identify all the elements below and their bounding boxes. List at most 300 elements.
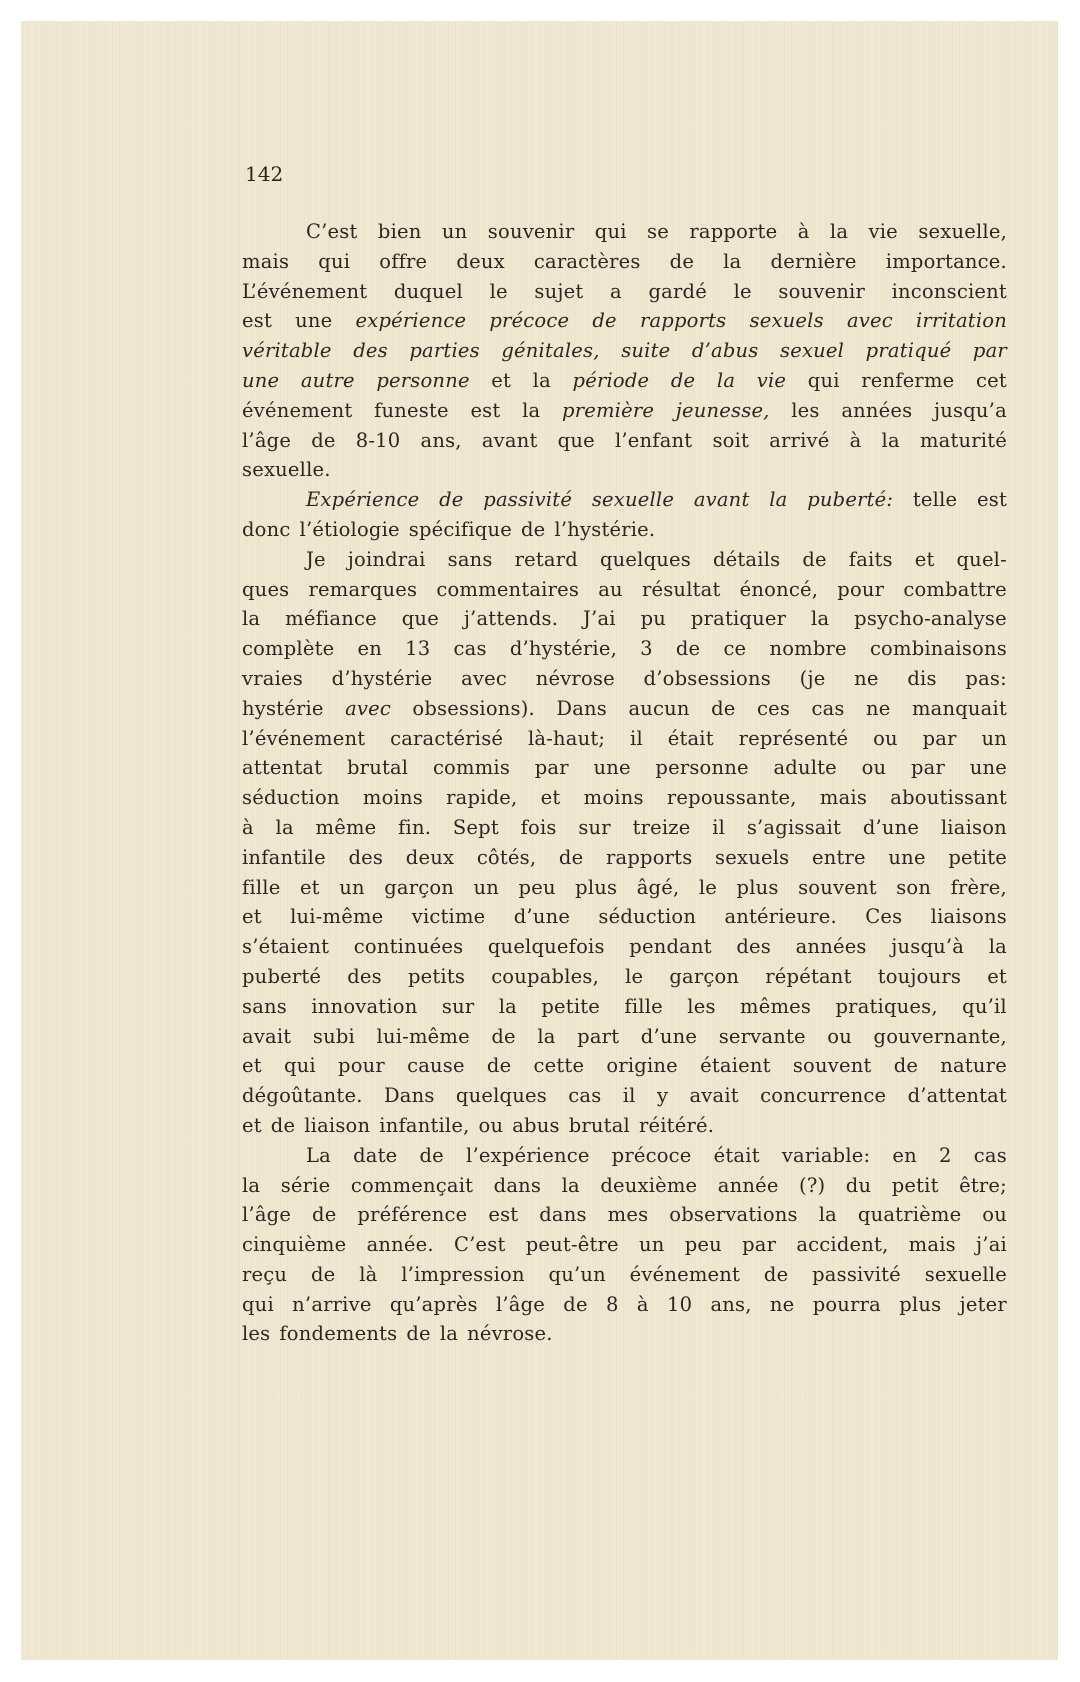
word: âgé, xyxy=(636,875,680,899)
word: sur xyxy=(441,994,475,1018)
word: variable: xyxy=(781,1143,871,1167)
word: ne xyxy=(854,666,879,690)
word: jeter xyxy=(959,1292,1007,1316)
word: donc xyxy=(242,517,291,541)
word: pour xyxy=(338,1054,385,1078)
word: s’agissait xyxy=(746,815,842,839)
text-line xyxy=(242,753,1007,783)
word: un xyxy=(638,1233,665,1257)
word: offre xyxy=(379,249,428,273)
word: j’ai xyxy=(976,1233,1007,1257)
word: date xyxy=(353,1143,398,1167)
italic-word: pratiqué xyxy=(865,339,952,363)
word: ce xyxy=(723,637,747,661)
word: la xyxy=(439,1322,459,1346)
word: pourra xyxy=(812,1292,881,1316)
word: rapide, xyxy=(446,786,518,810)
italic-word: de xyxy=(439,488,464,512)
word: infantile, xyxy=(379,1113,470,1137)
word: de xyxy=(520,517,546,541)
word: peu xyxy=(684,1233,722,1257)
text-line xyxy=(242,813,1007,843)
word: par xyxy=(534,756,569,780)
word: ou xyxy=(873,726,898,750)
word: est xyxy=(242,309,272,333)
word: ne xyxy=(866,696,891,720)
text-line xyxy=(242,306,1007,336)
page-number: 142 xyxy=(245,162,284,186)
word: continuées xyxy=(353,935,464,959)
word: un xyxy=(441,220,468,243)
word: y xyxy=(656,1084,669,1108)
word: garçon xyxy=(669,964,740,988)
word: sexuels xyxy=(715,845,790,869)
word: inconscient xyxy=(891,279,1007,303)
italic-word: par xyxy=(972,339,1007,363)
word: commençait xyxy=(350,1173,474,1197)
word: rapports xyxy=(605,845,693,869)
word: la xyxy=(818,1203,837,1227)
word: repoussante, xyxy=(666,786,797,810)
text-line xyxy=(242,455,1007,485)
word: commis xyxy=(432,756,511,780)
word: résultat xyxy=(641,577,721,601)
word: qu’après xyxy=(389,1292,478,1316)
word: de xyxy=(763,1262,789,1286)
text-line xyxy=(242,1111,1007,1141)
italic-word: de xyxy=(592,309,617,333)
word: par xyxy=(922,726,957,750)
word: la xyxy=(988,935,1007,959)
word: cause xyxy=(407,1054,465,1078)
word: d’une xyxy=(640,1024,698,1048)
italic-word: expérience xyxy=(355,309,467,333)
word: lui-même xyxy=(290,905,384,929)
word: liaison xyxy=(940,815,1007,839)
word: brutal xyxy=(346,756,409,780)
word: caractérisé xyxy=(390,726,504,750)
word: une xyxy=(888,845,926,869)
word: petite xyxy=(541,994,601,1018)
word: années xyxy=(841,398,913,422)
text-line xyxy=(242,724,1007,754)
word: année xyxy=(717,1173,779,1197)
text-line xyxy=(242,664,1007,694)
text-line xyxy=(242,545,1007,575)
word: soit xyxy=(712,428,750,452)
word: duquel xyxy=(393,279,463,303)
word: bien xyxy=(377,220,422,243)
word: dis xyxy=(907,666,937,690)
italic-word: rapports xyxy=(639,309,727,333)
word: la xyxy=(537,1024,556,1048)
text-line xyxy=(242,1171,1007,1201)
word: il xyxy=(712,815,726,839)
italic-word: la xyxy=(716,368,736,392)
word: servante xyxy=(718,1024,806,1048)
word: et xyxy=(540,786,561,810)
word: C’est xyxy=(454,1233,506,1257)
word: funeste xyxy=(374,398,449,422)
text-line xyxy=(242,1230,1007,1260)
word: des xyxy=(347,964,382,988)
word: du xyxy=(845,1173,872,1197)
italic-word: irritation xyxy=(916,309,1007,333)
word: dans xyxy=(539,1203,587,1227)
word: peu xyxy=(518,875,556,899)
word: personne xyxy=(655,756,749,780)
text-line xyxy=(242,604,1007,634)
word: est xyxy=(488,1203,519,1227)
word: l’enfant xyxy=(614,428,693,452)
word: ques xyxy=(242,577,290,601)
word: de xyxy=(558,845,584,869)
word: sujet xyxy=(534,279,584,303)
word: avant xyxy=(481,428,538,452)
italic-word: puberté: xyxy=(807,488,894,512)
text-line xyxy=(242,1022,1007,1052)
word: importance. xyxy=(885,249,1007,273)
word: reçu xyxy=(242,1262,288,1286)
word: Ces xyxy=(865,905,903,929)
word: nature xyxy=(940,1054,1007,1078)
word: abus xyxy=(512,1113,560,1137)
word: J’ai xyxy=(583,607,616,631)
word: telle xyxy=(912,488,958,512)
italic-word: sexuelle xyxy=(591,488,675,512)
italic-word: parties xyxy=(409,339,480,363)
word: la xyxy=(498,994,517,1018)
word: que xyxy=(401,607,439,631)
body-text xyxy=(242,217,1007,1349)
word: puberté xyxy=(242,964,322,988)
word: qui xyxy=(318,249,351,273)
word: entre xyxy=(811,845,866,869)
book-page xyxy=(21,21,1058,1660)
word: cet xyxy=(975,368,1007,392)
word: année. xyxy=(366,1233,434,1257)
word: la xyxy=(811,607,830,631)
word: obsessions). xyxy=(412,696,535,720)
word: de xyxy=(675,637,701,661)
word: de xyxy=(711,696,736,720)
word: dégoûtante. xyxy=(242,1084,363,1108)
word: ces xyxy=(756,696,791,720)
word: l’impression xyxy=(401,1262,525,1286)
word: 2 xyxy=(939,1143,952,1167)
word: qui xyxy=(283,1054,316,1078)
text-line xyxy=(242,336,1007,366)
italic-word: sexuel xyxy=(780,339,845,363)
word: pendant xyxy=(629,935,712,959)
word: (je xyxy=(799,666,826,690)
word: combattre xyxy=(903,577,1007,601)
word: garçon xyxy=(384,875,455,899)
text-line xyxy=(242,992,1007,1022)
word: sexuelle. xyxy=(242,458,331,482)
word: la xyxy=(242,1173,261,1197)
word: en xyxy=(357,637,383,661)
word: souvent xyxy=(798,875,877,899)
word: préférence xyxy=(357,1203,468,1227)
italic-word: autre xyxy=(300,368,355,392)
word: cas xyxy=(568,1084,602,1108)
word: une xyxy=(593,756,631,780)
word: événement xyxy=(629,1262,741,1286)
text-line xyxy=(242,843,1007,873)
word: jusqu’a xyxy=(934,398,1007,422)
word: quel- xyxy=(956,547,1007,571)
word: fin. xyxy=(398,815,432,839)
word: lui-même xyxy=(376,1024,470,1048)
word: à xyxy=(797,220,810,243)
word: Dans xyxy=(383,1084,435,1108)
word: qui xyxy=(242,1292,274,1316)
word: ou xyxy=(861,756,887,780)
word: quelques xyxy=(455,1084,547,1108)
word: accident, xyxy=(796,1233,889,1257)
word: et xyxy=(987,964,1007,988)
word: pratiquer xyxy=(690,607,787,631)
word: détails xyxy=(712,547,781,571)
word: victime xyxy=(411,905,486,929)
word: la xyxy=(561,1173,580,1197)
word: l’événement xyxy=(242,726,366,750)
italic-word: de xyxy=(670,368,696,392)
word: ans, xyxy=(420,428,462,452)
word: de xyxy=(311,428,336,452)
word: petite xyxy=(948,845,1007,869)
word: d’une xyxy=(862,815,920,839)
word: et xyxy=(491,368,512,392)
word: quelques xyxy=(599,547,691,571)
word: infantile xyxy=(242,845,326,869)
word: était xyxy=(713,1143,760,1167)
word: retard xyxy=(514,547,578,571)
word: plus xyxy=(736,875,779,899)
word: sans xyxy=(447,547,493,571)
word: une xyxy=(969,756,1007,780)
word: subi xyxy=(312,1024,355,1048)
word: psycho-analyse xyxy=(854,607,1007,631)
word: de xyxy=(486,1054,512,1078)
word: répétant xyxy=(765,964,852,988)
word: le xyxy=(489,279,508,303)
word: de xyxy=(419,1143,444,1167)
word: part xyxy=(577,1024,620,1048)
word: être; xyxy=(959,1173,1007,1197)
word: 3 xyxy=(640,637,653,661)
word: et xyxy=(914,547,935,571)
word: deuxième xyxy=(600,1173,698,1197)
word: de xyxy=(669,249,695,273)
word: de xyxy=(491,1024,516,1048)
word: caractères xyxy=(533,249,641,273)
word: passivité xyxy=(812,1262,901,1286)
word: en xyxy=(892,1143,917,1167)
italic-word: véritable xyxy=(242,339,332,363)
word: névrose. xyxy=(467,1322,553,1346)
word: manquait xyxy=(911,696,1007,720)
italic-word: période xyxy=(572,368,650,392)
word: qui xyxy=(807,368,840,392)
word: la xyxy=(522,398,541,422)
word: à xyxy=(849,428,862,452)
word: plus xyxy=(575,875,618,899)
text-line xyxy=(242,1319,1007,1349)
word: ou xyxy=(827,1024,852,1048)
text-line xyxy=(242,902,1007,932)
word: liaison xyxy=(304,1113,371,1137)
word: antérieure. xyxy=(724,905,837,929)
italic-word: vie xyxy=(756,368,787,392)
word: la xyxy=(881,428,900,452)
text-line xyxy=(242,1081,1007,1111)
italic-word: avec xyxy=(345,696,391,720)
word: jusqu’à xyxy=(891,935,965,959)
text-line xyxy=(242,515,1007,545)
text-line xyxy=(242,426,1007,456)
word: nombre xyxy=(769,637,847,661)
word: sans xyxy=(242,994,287,1018)
word: innovation xyxy=(311,994,418,1018)
word: qu’un xyxy=(548,1262,606,1286)
word: gouvernante, xyxy=(873,1024,1007,1048)
italic-word: avec xyxy=(846,309,893,333)
word: renferme xyxy=(861,368,955,392)
word: sur xyxy=(578,815,611,839)
word: rapporte xyxy=(689,220,778,243)
word: énoncé, xyxy=(739,577,819,601)
word: événement xyxy=(242,398,353,422)
word: par xyxy=(742,1233,777,1257)
word: côtés, xyxy=(476,845,537,869)
word: cas xyxy=(811,696,845,720)
word: fois xyxy=(520,815,557,839)
word: là xyxy=(359,1262,378,1286)
word: quelquefois xyxy=(487,935,605,959)
word: plus xyxy=(899,1292,942,1316)
word: était xyxy=(667,726,714,750)
word: et xyxy=(242,1054,262,1078)
word: vie xyxy=(868,220,898,243)
word: d’hystérie, xyxy=(509,637,617,661)
text-line xyxy=(242,634,1007,664)
word: petits xyxy=(407,964,466,988)
word: le xyxy=(625,964,644,988)
word: il xyxy=(630,726,643,750)
word: quatrième xyxy=(857,1203,962,1227)
word: souvent xyxy=(792,1054,872,1078)
text-line xyxy=(242,1051,1007,1081)
word: l’âge xyxy=(495,1292,546,1316)
word: adulte xyxy=(773,756,837,780)
word: ou xyxy=(478,1113,504,1137)
word: de xyxy=(893,1054,919,1078)
word: aucun xyxy=(628,696,690,720)
word: toujours xyxy=(877,964,962,988)
word: par xyxy=(911,756,946,780)
word: que xyxy=(557,428,595,452)
word: Sept xyxy=(452,815,499,839)
word: même xyxy=(315,815,377,839)
word: et xyxy=(242,1113,262,1137)
word: 8-10 xyxy=(355,428,401,452)
italic-word: suite xyxy=(621,339,671,363)
word: qui xyxy=(594,220,627,243)
word: l’étiologie xyxy=(299,517,400,541)
word: d’une xyxy=(513,905,571,929)
word: maturité xyxy=(919,428,1007,452)
word: mais xyxy=(908,1233,956,1257)
italic-word: avant xyxy=(693,488,750,512)
word: étaient xyxy=(700,1054,771,1078)
word: là-haut; xyxy=(528,726,606,750)
italic-word: sexuels xyxy=(749,309,824,333)
word: la xyxy=(829,220,849,243)
word: mais xyxy=(819,786,868,810)
word: de xyxy=(802,547,827,571)
word: deux xyxy=(405,845,455,869)
word: séduction xyxy=(242,786,340,810)
word: arrivé xyxy=(769,428,830,452)
italic-word: la xyxy=(769,488,788,512)
word: vraies xyxy=(242,666,303,690)
word: réitéré. xyxy=(638,1113,715,1137)
word: commentaires xyxy=(436,577,580,601)
word: est xyxy=(977,488,1007,512)
word: cette xyxy=(533,1054,585,1078)
word: et xyxy=(242,905,262,929)
word: précoce xyxy=(611,1143,692,1167)
italic-word: d’abus xyxy=(691,339,759,363)
word: moins xyxy=(362,786,423,810)
word: La xyxy=(306,1143,331,1167)
word: ne xyxy=(769,1292,795,1316)
word: moins xyxy=(583,786,644,810)
italic-word: génitales, xyxy=(501,339,600,363)
word: fondements xyxy=(279,1322,398,1346)
italic-word: Expérience xyxy=(306,488,420,512)
italic-word: jeunesse, xyxy=(675,398,770,422)
word: 13 xyxy=(405,637,431,661)
word: faits xyxy=(848,547,893,571)
word: attentat xyxy=(242,756,323,780)
word: d’obsessions xyxy=(643,666,771,690)
italic-word: précoce xyxy=(489,309,570,333)
word: remarques xyxy=(308,577,418,601)
word: pu xyxy=(640,607,667,631)
word: de xyxy=(563,1292,588,1316)
word: l’âge xyxy=(242,1203,292,1227)
word: mais xyxy=(242,249,290,273)
word: joindrai xyxy=(347,547,426,571)
text-line xyxy=(242,694,1007,724)
word: j’attends. xyxy=(463,607,559,631)
italic-word: première xyxy=(562,398,655,422)
word: pas: xyxy=(965,666,1007,690)
word: la xyxy=(275,815,294,839)
word: le xyxy=(698,875,718,899)
word: l’âge xyxy=(242,428,292,452)
word: pour xyxy=(837,577,885,601)
word: la xyxy=(242,607,261,631)
text-line xyxy=(242,783,1007,813)
text-line xyxy=(242,396,1007,426)
word: d’attentat xyxy=(907,1084,1007,1108)
word: deux xyxy=(456,249,505,273)
word: une xyxy=(295,309,333,333)
